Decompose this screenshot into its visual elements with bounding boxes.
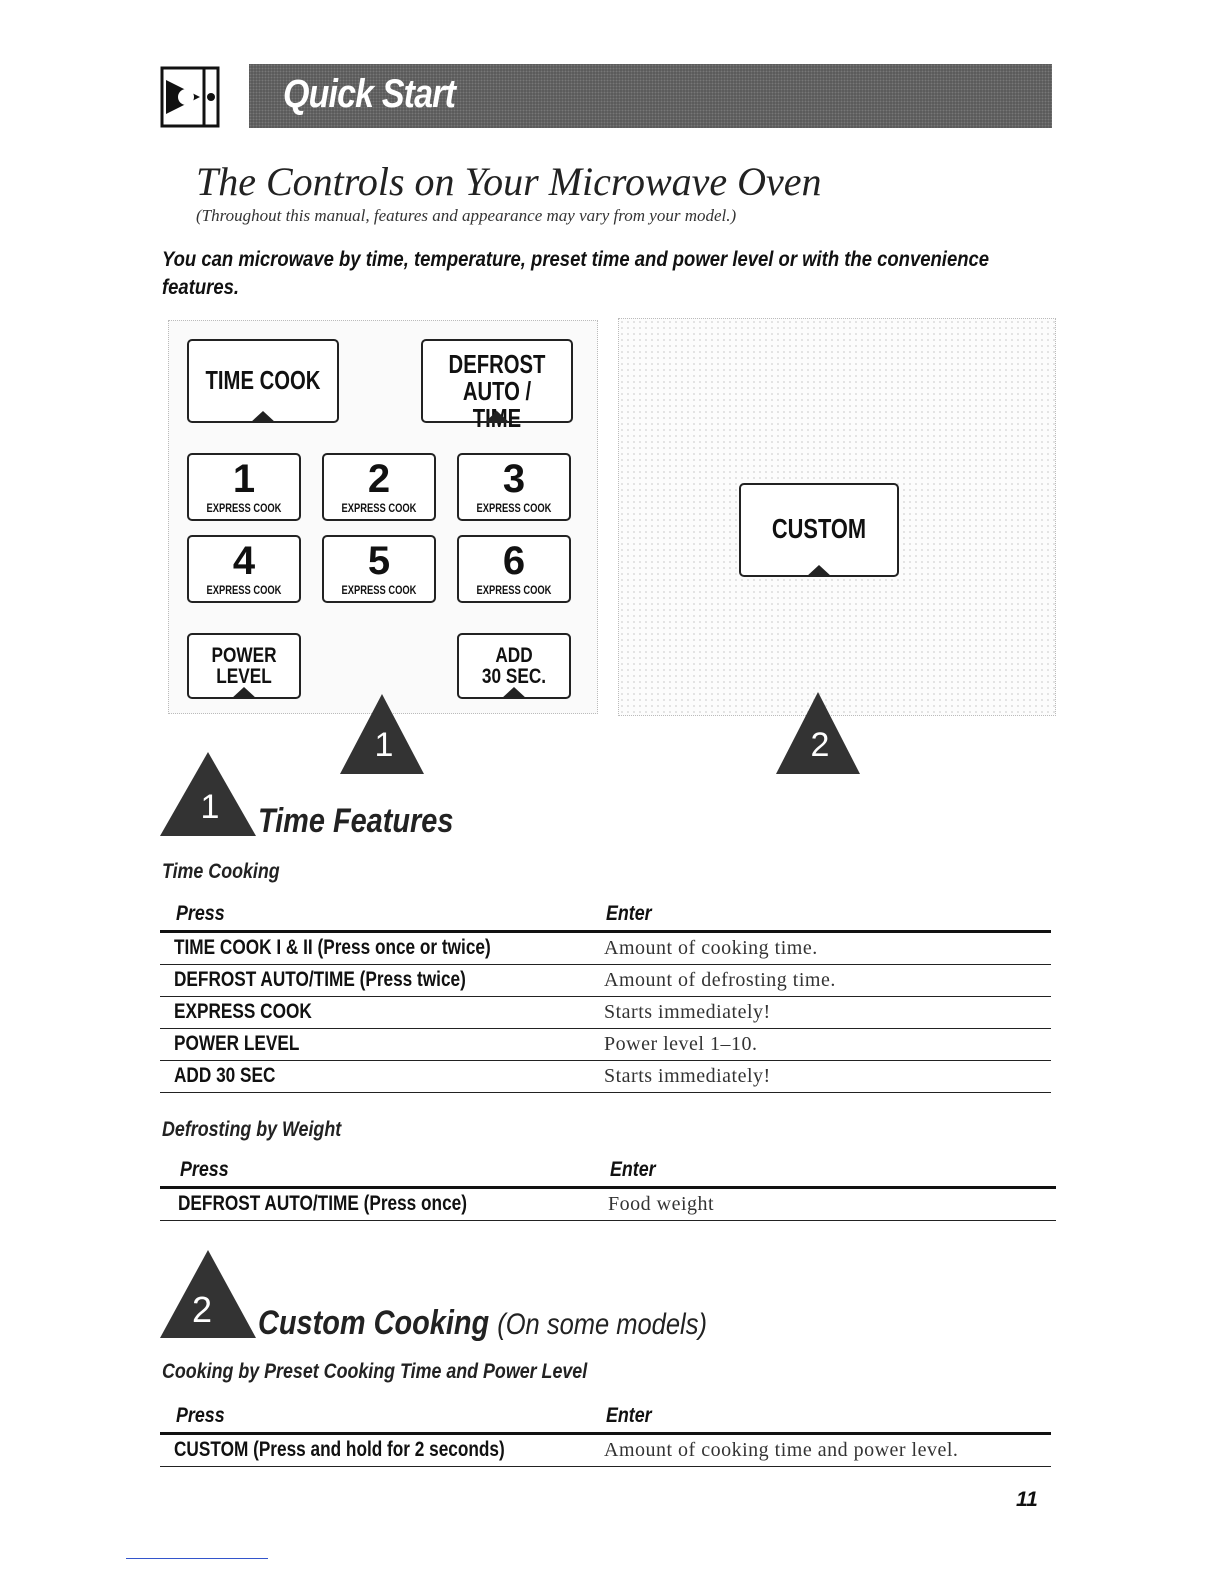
enter-cell: Starts immediately!	[604, 1001, 771, 1023]
page-number: 11	[1016, 1488, 1038, 1511]
defrost-button[interactable]	[421, 339, 573, 433]
table-row	[160, 997, 1051, 1029]
press-header: Press	[180, 1158, 229, 1181]
express-cook-3-button[interactable]	[457, 453, 571, 521]
add-30-sec-button[interactable]	[457, 633, 571, 699]
power-label-2: LEVEL	[216, 665, 272, 688]
press-header: Press	[176, 902, 225, 925]
express-label: EXPRESS COOK	[476, 501, 552, 515]
page-subtitle: (Throughout this manual, features and appearance may vary from your model.)	[196, 206, 737, 225]
custom-cooking-note: (On some models)	[497, 1308, 707, 1341]
express-cook-2-button[interactable]	[322, 453, 436, 521]
marker-2-icon	[776, 692, 860, 774]
press-cell: CUSTOM (Press and hold for 2 seconds)	[174, 1438, 505, 1461]
section-title-time-features: Time Features	[258, 802, 454, 840]
table-row	[160, 933, 1051, 965]
press-cell: TIME COOK I & II (Press once or twice)	[174, 936, 491, 959]
table-row	[160, 1029, 1051, 1061]
table-header	[160, 1400, 1051, 1435]
quick-start-icon	[160, 66, 220, 128]
express-label: EXPRESS COOK	[341, 583, 417, 597]
press-cell: EXPRESS COOK	[174, 1000, 312, 1023]
section-1-icon	[160, 752, 256, 836]
custom-cooking-title: Custom Cooking	[258, 1304, 490, 1342]
express-label: EXPRESS COOK	[206, 583, 282, 597]
subsection-defrosting: Defrosting by Weight	[162, 1118, 342, 1141]
enter-header: Enter	[606, 902, 652, 925]
control-panel-custom	[618, 318, 1056, 716]
arrow-up-icon	[501, 687, 527, 699]
enter-cell: Power level 1–10.	[604, 1033, 758, 1055]
time-cooking-table	[160, 898, 1051, 1093]
section-number: 1	[200, 788, 220, 826]
express-number: 2	[367, 457, 391, 501]
marker-number: 2	[810, 726, 830, 764]
enter-header: Enter	[606, 1404, 652, 1427]
add-label-1: ADD	[495, 644, 533, 667]
power-label-1: POWER	[211, 644, 277, 667]
express-cook-6-button[interactable]	[457, 535, 571, 603]
section-2-icon	[160, 1250, 256, 1338]
table-header	[160, 898, 1051, 933]
preset-table	[160, 1400, 1051, 1467]
add-label-2: 30 SEC.	[481, 665, 547, 688]
express-label: EXPRESS COOK	[341, 501, 417, 515]
table-row	[160, 1061, 1051, 1093]
arrow-up-icon	[484, 411, 510, 423]
section-title-custom-cooking	[258, 1304, 707, 1343]
marker-1-icon	[340, 694, 424, 774]
intro-text: You can microwave by time, temperature, preset time and power level or with the convenience features.	[162, 248, 990, 299]
press-cell: DEFROST AUTO/TIME (Press twice)	[174, 968, 466, 991]
press-cell: POWER LEVEL	[174, 1032, 300, 1055]
express-number: 4	[232, 539, 256, 583]
express-cook-4-button[interactable]	[187, 535, 301, 603]
section-number: 2	[191, 1289, 213, 1330]
time-cook-button[interactable]	[187, 339, 339, 423]
express-number: 1	[232, 457, 256, 501]
footer-rule	[126, 1558, 268, 1559]
press-cell: ADD 30 SEC	[174, 1064, 276, 1087]
control-panel-main	[168, 320, 598, 714]
express-number: 3	[502, 457, 526, 501]
press-cell: DEFROST AUTO/TIME (Press once)	[178, 1192, 467, 1215]
custom-button[interactable]	[739, 483, 899, 577]
table-row	[160, 965, 1051, 997]
power-level-button[interactable]	[187, 633, 301, 699]
enter-cell: Starts immediately!	[604, 1065, 771, 1087]
subsection-time-cooking: Time Cooking	[162, 860, 280, 883]
enter-cell: Amount of defrosting time.	[604, 969, 836, 991]
enter-cell: Amount of cooking time.	[604, 937, 818, 959]
express-label: EXPRESS COOK	[476, 583, 552, 597]
enter-header: Enter	[610, 1158, 656, 1181]
table-row	[160, 1189, 1056, 1221]
custom-label: CUSTOM	[771, 513, 867, 544]
enter-cell: Food weight	[608, 1193, 715, 1215]
marker-number: 1	[374, 726, 394, 764]
enter-cell: Amount of cooking time and power level.	[604, 1439, 959, 1461]
time-cook-label: TIME COOK	[205, 365, 321, 395]
defrost-label-1: DEFROST	[448, 349, 546, 379]
express-number: 5	[367, 539, 391, 583]
express-cook-1-button[interactable]	[187, 453, 301, 521]
arrow-up-icon	[250, 411, 276, 423]
subsection-preset: Cooking by Preset Cooking Time and Power Level	[162, 1360, 588, 1383]
header-title: Quick Start	[283, 72, 456, 116]
arrow-up-icon	[806, 565, 832, 577]
defrosting-table	[160, 1154, 1056, 1221]
table-row	[160, 1435, 1051, 1467]
arrow-up-icon	[231, 687, 257, 699]
header-bar	[249, 64, 1052, 128]
table-header	[160, 1154, 1056, 1189]
express-number: 6	[502, 539, 526, 583]
express-cook-5-button[interactable]	[322, 535, 436, 603]
press-header: Press	[176, 1404, 225, 1427]
defrost-label-2: AUTO / TIME	[462, 376, 532, 433]
page-title: The Controls on Your Microwave Oven	[196, 159, 822, 204]
express-label: EXPRESS COOK	[206, 501, 282, 515]
